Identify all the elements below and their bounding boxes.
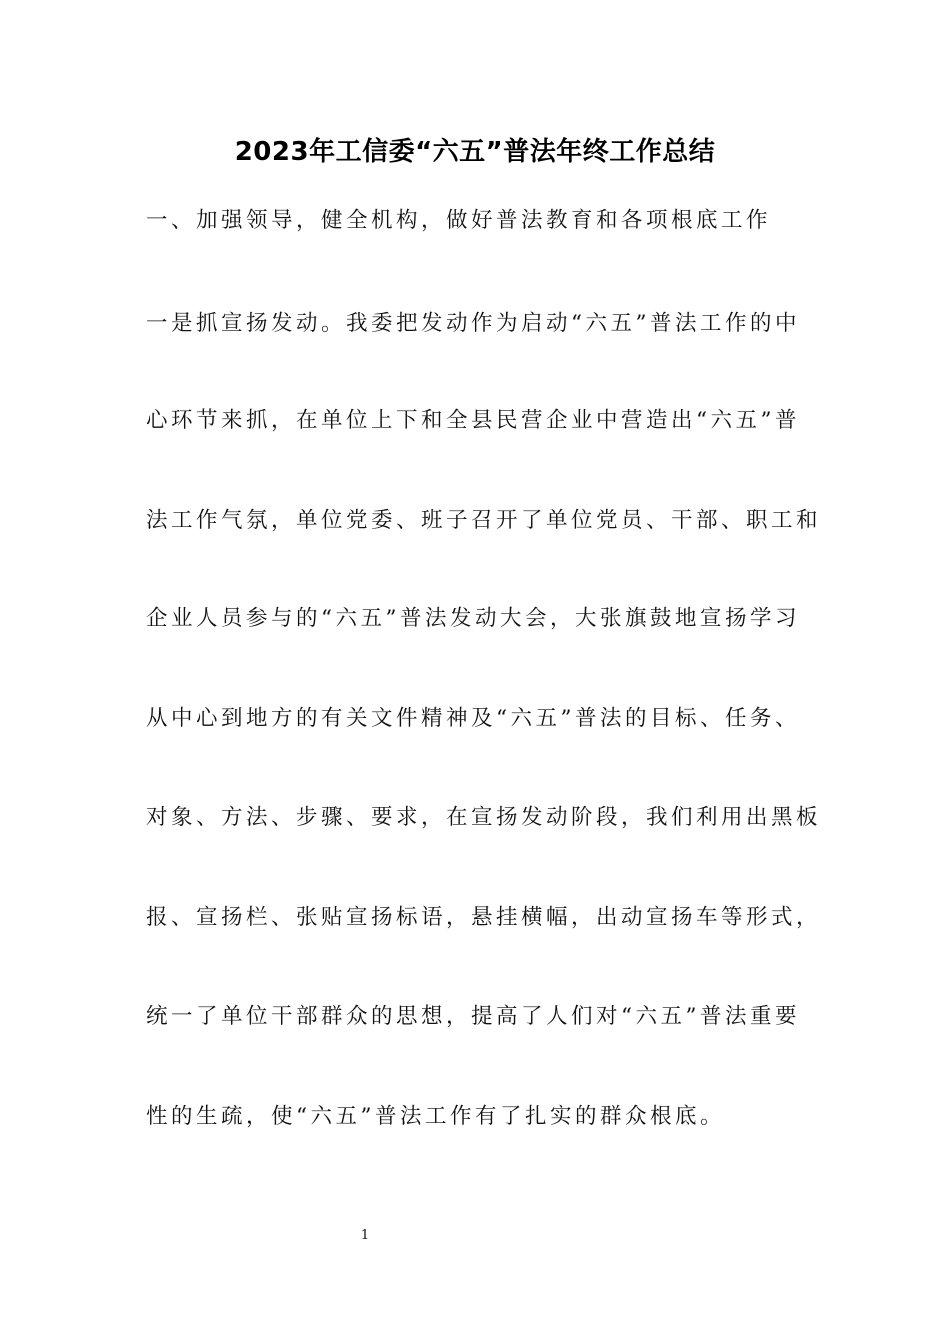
body-line: 企业人员参与的“六五”普法发动大会，大张旗鼓地宣扬学习 (146, 606, 800, 631)
page-number: 1 (360, 1228, 370, 1243)
body-line: 对象、方法、步骤、要求，在宣扬发动阶段，我们利用出黑板 (146, 805, 822, 830)
body-line: 报、宣扬栏、张贴宣扬标语，悬挂横幅，出动宣扬车等形式， (146, 905, 822, 930)
body-line: 性的生疏，使“六五”普法工作有了扎实的群众根底。 (146, 1104, 725, 1129)
section-heading: 一、加强领导，健全机构，做好普法教育和各项根底工作 (146, 208, 772, 233)
body-line: 一是抓宣扬发动。我委把发动作为启动“六五”普法工作的中 (146, 311, 800, 336)
body-line: 从中心到地方的有关文件精神及“六五”普法的目标、任务、 (146, 706, 800, 731)
body-line: 法工作气氛，单位党委、班子召开了单位党员、干部、职工和 (146, 508, 822, 533)
body-line: 心环节来抓，在单位上下和全县民营企业中营造出“六五”普 (146, 408, 800, 433)
body-line: 统一了单位干部群众的思想，提高了人们对“六五”普法重要 (146, 1004, 800, 1029)
document-title: 2023年工信委“六五”普法年终工作总结 (234, 137, 716, 167)
